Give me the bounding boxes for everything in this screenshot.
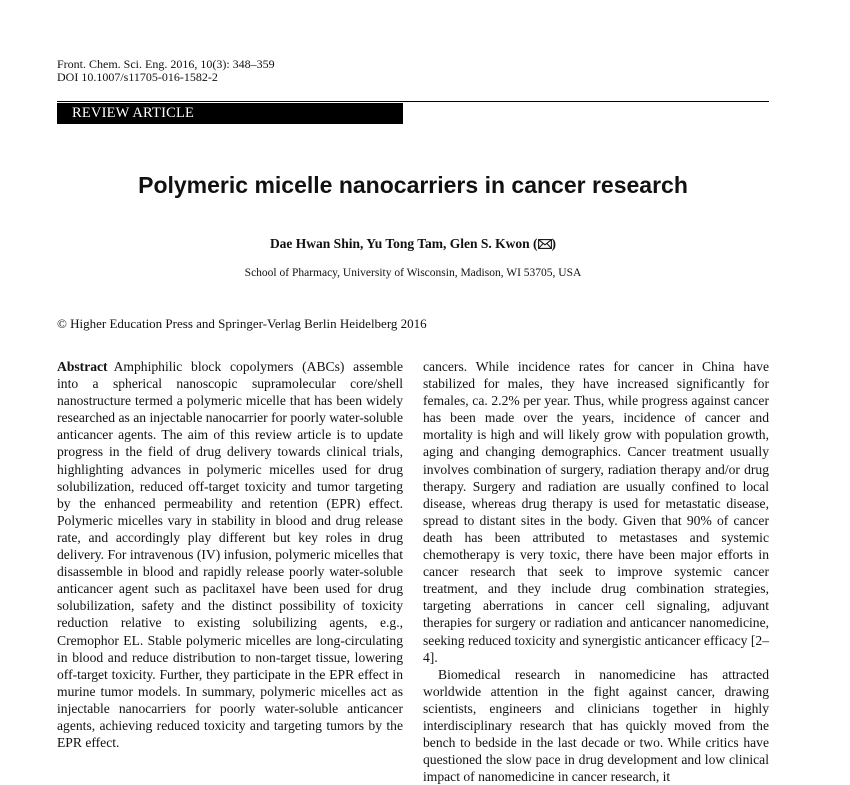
abstract-label: Abstract [57, 359, 108, 374]
abstract-paragraph [57, 358, 403, 751]
envelope-icon [538, 239, 552, 249]
copyright-notice: © Higher Education Press and Springer-Verlag Berlin Heidelberg 2016 [57, 316, 427, 331]
abstract-text: Amphiphilic block copolymers (ABCs) assemble into a spherical nanoscopic supramolecular core/shell nanostructure termed a polymeric micelle that has been widely researched as an injectable nanocarrier for poorly water-soluble anticancer agents. The aim of this review article is to update progress in the field of drug delivery towards clinical trials, highlighting advances in polymeric micelles used for drug solubilization, reduced off-target toxicity and tumor targeting by the enhanced permeability and retention (EPR) effect. Polymeric micelles vary in stability in blood and drug release rate, and accordingly play different but key roles in drug delivery. For intravenous (IV) infusion, polymeric micelles that disassemble in blood and rapidly release poorly water-soluble anticancer agent such as paclitaxel have been used for drug solubilization, safety and the distinct possibility of toxicity reduction relative to existing solubilizing agents, e.g., Cremophor EL. Stable polymeric micelles are long-circulating in blood and reduce distribution to non-target tissue, lowering off-target toxicity. Further, they participate in the EPR effect in murine tumor models. In summary, polymeric micelles act as injectable nanocarriers for poorly water-soluble anticancer agents, achieving reduced toxicity and targeting tumors by the EPR effect. [57, 359, 403, 751]
article-title: Polymeric micelle nanocarriers in cancer research [138, 172, 688, 198]
doi-line: DOI 10.1007/s11705-016-1582-2 [57, 70, 218, 84]
author-affiliation: School of Pharmacy, University of Wisconsin, Madison, WI 53705, USA [244, 267, 582, 279]
header-rule [57, 101, 769, 102]
corresponding-author-mark: ( ) [533, 236, 557, 251]
article-type-banner: REVIEW ARTICLE [57, 103, 403, 124]
author-names: Dae Hwan Shin, Yu Tong Tam, Glen S. Kwon [269, 236, 530, 251]
abstract-column [57, 358, 403, 751]
author-line [57, 235, 769, 253]
body-paragraph-1: cancers. While incidence rates for cancer in China have stabilized for males, they have increased significantly for females, ca. 2.2% per year. Thus, while progress against cancer has been made over the years, incidence of cancer and mortality is high and will likely grow with population growth, aging and changing demographics. Cancer treatment usually involves combination of surgery, radiation therapy and/or drug therapy. Surgery and radiation are usually confined to local disease, whereas drug therapy is used for metastatic disease, spread to distant sites in the body. Given that 90% of cancer death has been attributed to metastases and systemic chemotherapy is very toxic, there have been major efforts in cancer research that seek to improve systemic cancer treatment, and they include drug combination strategies, targeting aberrations in cancer cell signaling, adjuvant therapies for surgery or radiation and anticancer nanomedicine, seeking reduced toxicity and synergistic anticancer efficacy [2–4]. [423, 359, 769, 665]
body-column [423, 358, 769, 785]
body-paragraph-2: Biomedical research in nanomedicine has attracted worldwide attention in the fight against cancer, drawing scientists, engineers and clinicians together in highly interdisciplinary research that has quickly moved from the bench to bedside in the last decade or two. While critics have questioned the slow pace in drug development and low clinical impact of nanomedicine in cancer research, it [423, 666, 769, 785]
journal-citation: Front. Chem. Sci. Eng. 2016, 10(3): 348–359 [57, 57, 275, 71]
